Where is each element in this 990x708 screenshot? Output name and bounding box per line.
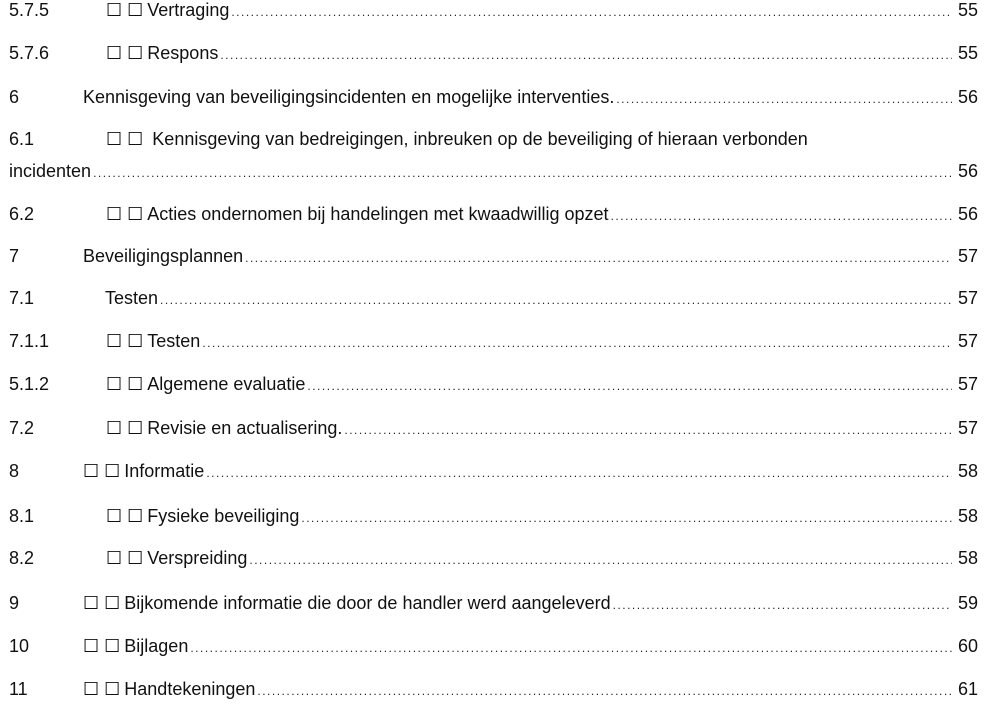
dot-leader [611, 203, 952, 229]
toc-entry-title: Testen [147, 331, 201, 351]
toc-entry[interactable] [0, 84, 990, 110]
toc-entry-number: 8 [9, 461, 20, 481]
dot-leader [231, 0, 952, 25]
dot-leader [220, 42, 952, 68]
toc-entry-page: 58 [957, 506, 978, 526]
dot-leader [190, 635, 952, 661]
dot-leader [301, 505, 952, 531]
toc-entry[interactable] [0, 458, 990, 484]
checkbox-pair-icon: ☐ ☐ [106, 374, 144, 394]
toc-entry-number: 10 [9, 636, 30, 656]
checkbox-pair-icon: ☐ ☐ [83, 679, 121, 699]
toc-entry[interactable] [0, 243, 990, 269]
toc-entry-number: 8.2 [9, 548, 35, 568]
toc-entry-page: 57 [957, 246, 978, 266]
toc-entry-page: 60 [957, 636, 978, 656]
toc-entry[interactable] [0, 415, 990, 441]
toc-entry-title: Acties ondernomen bij handelingen met kwaadwillig opzet [147, 204, 609, 224]
dot-leader [307, 373, 952, 399]
toc-entry-number: 7.2 [9, 418, 35, 438]
toc-entry[interactable] [0, 201, 990, 227]
toc-entry-title: Revisie en actualisering. [147, 418, 343, 438]
toc-entry-number: 5.7.6 [9, 43, 50, 63]
toc-entry[interactable] [0, 545, 990, 571]
toc-entry-title: Kennisgeving van beveiligingsincidenten en mogelijke interventies. [83, 87, 615, 107]
toc-entry-title: Algemene evaluatie [147, 374, 306, 394]
toc-entry-title: Fysieke beveiliging [147, 506, 300, 526]
toc-entry-number: 7.1.1 [9, 331, 50, 351]
toc-entry[interactable] [0, 0, 990, 23]
dot-leader [93, 160, 952, 186]
toc-entry-title: Bijkomende informatie die door de handler werd aangeleverd [124, 593, 611, 613]
toc-entry-title: Verspreiding [147, 548, 248, 568]
toc-entry-title: Informatie [124, 461, 205, 481]
toc-entry[interactable] [0, 328, 990, 354]
dot-leader [249, 547, 952, 573]
toc-entry-page: 56 [957, 87, 978, 107]
toc-entry-title: Testen [105, 288, 159, 308]
toc-entry-title: Kennisgeving van bedreigingen, inbreuken op de beveiliging of hieraan verbonden [152, 129, 808, 149]
checkbox-pair-icon: ☐ ☐ [106, 418, 144, 438]
toc-entry-number: 5.1.2 [9, 374, 50, 394]
dot-leader [344, 417, 952, 443]
toc-entry-number: 7.1 [9, 288, 35, 308]
toc-entry[interactable] [0, 126, 990, 186]
toc-entry-title: Respons [147, 43, 219, 63]
toc-entry-title-continued: incidenten [9, 161, 92, 181]
toc-entry-title: Bijlagen [124, 636, 189, 656]
checkbox-pair-icon: ☐ ☐ [106, 506, 144, 526]
toc-entry-page: 56 [957, 161, 978, 181]
checkbox-pair-icon: ☐ ☐ [106, 0, 144, 20]
checkbox-pair-icon: ☐ ☐ [106, 331, 144, 351]
dot-leader [245, 245, 952, 271]
toc-entry-page: 61 [957, 679, 978, 699]
toc-entry[interactable] [0, 285, 990, 311]
toc-entry-title: Vertraging [147, 0, 230, 20]
toc-entry-page: 58 [957, 548, 978, 568]
toc-entry[interactable] [0, 676, 990, 702]
checkbox-pair-icon: ☐ ☐ [106, 548, 144, 568]
checkbox-pair-icon: ☐ ☐ [106, 43, 144, 63]
toc-entry[interactable] [0, 503, 990, 529]
dot-leader [160, 287, 952, 313]
toc-entry-number: 8.1 [9, 506, 35, 526]
toc-entry[interactable] [0, 40, 990, 66]
toc-entry-number: 11 [9, 679, 28, 699]
dot-leader [613, 592, 952, 618]
toc-entry-page: 57 [957, 418, 978, 438]
checkbox-pair-icon: ☐ ☐ [106, 204, 144, 224]
dot-leader [257, 678, 952, 704]
dot-leader [206, 460, 952, 486]
toc-entry-number: 9 [9, 593, 20, 613]
toc-entry-title: Handtekeningen [124, 679, 256, 699]
checkbox-pair-icon: ☐ ☐ [83, 593, 121, 613]
toc-entry[interactable] [0, 590, 990, 616]
toc-entry-title: Beveiligingsplannen [83, 246, 244, 266]
toc-entry-number: 7 [9, 246, 20, 266]
checkbox-pair-icon: ☐ ☐ [106, 129, 144, 149]
toc-entry-page: 57 [957, 374, 978, 394]
toc-entry-number: 6.2 [9, 204, 35, 224]
toc-entry-page: 59 [957, 593, 978, 613]
toc-entry-page: 58 [957, 461, 978, 481]
toc-entry-number: 5.7.5 [9, 0, 50, 20]
dot-leader [202, 330, 952, 356]
toc-entry[interactable] [0, 371, 990, 397]
toc-entry-page: 57 [957, 288, 978, 308]
toc-entry-number: 6 [9, 87, 20, 107]
toc-entry-page: 55 [957, 43, 978, 63]
toc-entry-page: 55 [957, 0, 978, 20]
checkbox-pair-icon: ☐ ☐ [83, 636, 121, 656]
toc-entry-number: 6.1 [9, 129, 35, 149]
toc-entry-page: 56 [957, 204, 978, 224]
dot-leader [616, 86, 952, 112]
toc-entry-page: 57 [957, 331, 978, 351]
toc-entry[interactable] [0, 633, 990, 659]
checkbox-pair-icon: ☐ ☐ [83, 461, 121, 481]
